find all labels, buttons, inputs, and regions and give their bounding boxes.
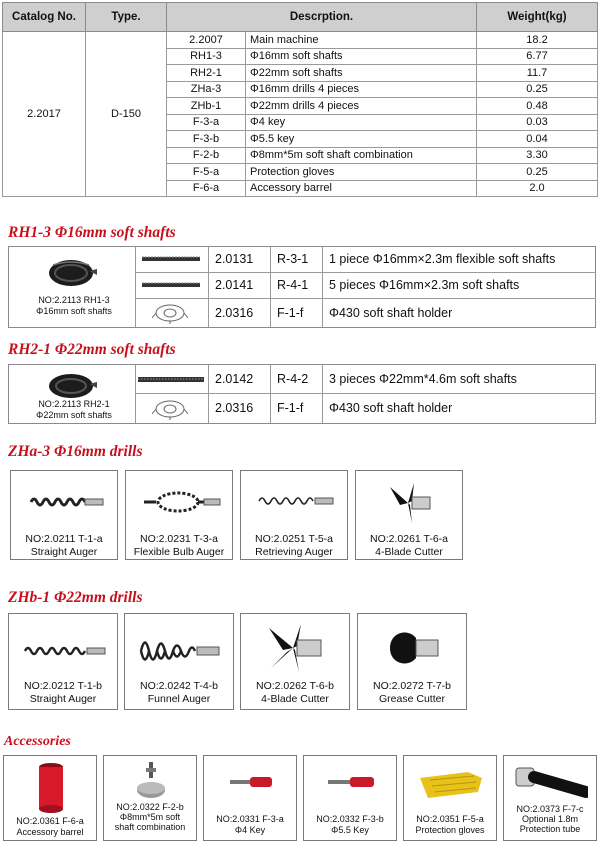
rh1-note (13, 295, 135, 317)
rh2-desc: 3 pieces Φ22mm*4.6m soft shafts (322, 365, 596, 393)
zhb-section-title: ZHb-1 Φ22mm drills (8, 589, 143, 606)
zha-card-3 (240, 470, 348, 560)
desc-cell: Protection gloves (246, 164, 477, 181)
coiled-shaft-image (45, 370, 101, 400)
weight-cell: 11.7 (477, 65, 598, 82)
accessory-card-1-line1: NO:2.0361 F-6-a (16, 816, 84, 826)
desc-cell: Φ22mm drills 4 pieces (246, 98, 477, 115)
code-cell: ZHb-1 (167, 98, 246, 115)
straight-auger-image (23, 644, 107, 658)
zha-section-title: ZHa-3 Φ16mm drills (8, 443, 143, 460)
shaft-holder-image (152, 398, 188, 420)
four-blade-cutter-image (267, 622, 327, 674)
rh1-no: 2.0141 (208, 273, 270, 298)
rh2-no: 2.0142 (208, 365, 270, 393)
straight-auger-image (29, 495, 105, 509)
zhb-card-1-line2: Straight Auger (29, 693, 97, 705)
accessory-card-2-line3: shaft combination (114, 822, 186, 832)
table-row (136, 247, 596, 273)
accessory-card-1 (3, 755, 97, 841)
accessory-barrel-image (37, 762, 65, 814)
four-blade-cutter-image (386, 481, 436, 525)
zha-card-1-line1: NO:2.0211 T-1-a (25, 533, 103, 545)
zha-card-4-line1: NO:2.0261 T-6-a (369, 533, 449, 545)
table-row (136, 365, 596, 394)
zhb-card-1 (8, 613, 118, 710)
header-description: Descrption. (167, 3, 477, 32)
rh1-no: 2.0131 (208, 247, 270, 272)
key-screwdriver-image (230, 776, 274, 788)
key-screwdriver-image (328, 776, 376, 788)
header-weight: Weight(kg) (477, 3, 598, 32)
accessory-card-5-line2: Protection gloves (415, 825, 485, 835)
zha-card-3-line2: Retrieving Auger (255, 546, 333, 558)
grease-cutter-image (386, 626, 444, 670)
accessory-card-4 (303, 755, 397, 841)
rh2-code: R-4-2 (270, 365, 322, 393)
accessory-card-3-line2: Φ4 Key (234, 825, 266, 835)
desc-cell: Φ16mm drills 4 pieces (246, 81, 477, 98)
protection-tube-image (514, 762, 588, 800)
accessory-card-5 (403, 755, 497, 841)
accessory-card-4-line2: Φ5.5 Key (331, 825, 369, 835)
desc-cell: Φ16mm soft shafts (246, 48, 477, 65)
flexible-bulb-auger-image (142, 491, 222, 513)
catalog-table (2, 2, 598, 197)
header-catalog-no: Catalog No. (3, 3, 86, 32)
rh1-code: R-4-1 (270, 273, 322, 298)
soft-shaft-image (138, 376, 204, 384)
accessory-card-2 (103, 755, 197, 841)
zha-card-4-line2: 4-Blade Cutter (375, 546, 443, 558)
code-cell: 2.2007 (167, 32, 246, 49)
zhb-card-3-line1: NO:2.0262 T-6-b (255, 680, 335, 692)
zha-card-2-line1: NO:2.0231 T-3-a (139, 533, 219, 545)
rh1-no: 2.0316 (208, 299, 270, 327)
weight-cell: 0.04 (477, 131, 598, 148)
weight-cell: 18.2 (477, 32, 598, 49)
soft-shaft-combination-image (134, 760, 168, 800)
rh1-code: F-1-f (270, 299, 322, 327)
zhb-card-2-line2: Funnel Auger (147, 693, 211, 705)
zha-card-3-line1: NO:2.0251 T-5-a (254, 533, 334, 545)
table-row (3, 32, 598, 49)
desc-cell: Accessory barrel (246, 180, 477, 197)
rh1-rows (135, 247, 596, 327)
protection-gloves-image (418, 768, 484, 800)
code-cell: F-5-a (167, 164, 246, 181)
accessories-section-title: Accessories (4, 734, 71, 749)
rh2-shaft-panel (8, 364, 596, 424)
weight-cell: 6.77 (477, 48, 598, 65)
rh2-desc: Φ430 soft shaft holder (322, 394, 596, 423)
zha-card-2-line2: Flexible Bulb Auger (133, 546, 225, 558)
coiled-shaft-image (45, 253, 101, 289)
weight-cell: 0.25 (477, 164, 598, 181)
weight-cell: 3.30 (477, 147, 598, 164)
zhb-card-4-line2: Grease Cutter (379, 693, 445, 705)
accessory-card-3-line1: NO:2.0331 F-3-a (216, 814, 284, 824)
zha-card-4 (355, 470, 463, 560)
code-cell: F-3-b (167, 131, 246, 148)
code-cell: ZHa-3 (167, 81, 246, 98)
rh1-desc: 1 piece Φ16mm×2.3m flexible soft shafts (322, 247, 596, 272)
rh1-desc: 5 pieces Φ16mm×2.3m soft shafts (322, 273, 596, 298)
zha-card-1-line2: Straight Auger (30, 546, 98, 558)
weight-cell: 0.48 (477, 98, 598, 115)
desc-cell: Φ22mm soft shafts (246, 65, 477, 82)
desc-cell: Main machine (246, 32, 477, 49)
zhb-card-4 (357, 613, 467, 710)
accessory-card-4-line1: NO:2.0332 F-3-b (316, 814, 384, 824)
zhb-card-4-line1: NO:2.0272 T-7-b (372, 680, 452, 692)
catalog-body (3, 32, 598, 197)
rh2-section-title: RH2-1 Φ22mm soft shafts (8, 341, 176, 358)
weight-cell: 0.25 (477, 81, 598, 98)
accessory-card-1-line2: Accessory barrel (16, 827, 84, 837)
accessory-card-6-line3: Protection tube (519, 824, 581, 834)
zha-card-1 (10, 470, 118, 560)
accessory-card-6-line2: Optional 1.8m (521, 814, 579, 824)
code-cell: F-6-a (167, 180, 246, 197)
table-row (136, 394, 596, 423)
accessory-card-2-line1: NO:2.0322 F-2-b (116, 802, 184, 812)
accessory-card-5-line1: NO:2.0351 F-5-a (416, 814, 484, 824)
accessory-card-3 (203, 755, 297, 841)
code-cell: F-2-b (167, 147, 246, 164)
code-cell: F-3-a (167, 114, 246, 131)
rh1-shaft-panel (8, 246, 596, 328)
desc-cell: Φ4 key (246, 114, 477, 131)
code-cell: RH1-3 (167, 48, 246, 65)
zhb-card-2-line1: NO:2.0242 T-4-b (139, 680, 219, 692)
code-cell: RH2-1 (167, 65, 246, 82)
desc-cell: Φ5.5 key (246, 131, 477, 148)
rh2-code: F-1-f (270, 394, 322, 423)
header-type: Type. (86, 3, 167, 32)
rh1-section-title: RH1-3 Φ16mm soft shafts (8, 224, 176, 241)
rh1-note-line2: Φ16mm soft shafts (36, 306, 112, 316)
catalog-header-row (3, 3, 598, 32)
catalog-no-cell: 2.2017 (3, 32, 86, 197)
type-cell: D-150 (86, 32, 167, 197)
rh2-no: 2.0316 (208, 394, 270, 423)
rh2-note-line1: NO:2.2113 RH2-1 (38, 399, 110, 409)
funnel-auger-image (137, 632, 225, 670)
soft-shaft-image (142, 255, 200, 263)
rh1-note-line1: NO:2.2113 RH1-3 (38, 295, 110, 305)
zhb-card-2 (124, 613, 234, 710)
accessory-card-6-line1: NO:2.0373 F-7-c (516, 804, 584, 814)
shaft-holder-image (152, 302, 188, 324)
accessory-card-6 (503, 755, 597, 841)
soft-shaft-image (142, 281, 200, 289)
rh2-note-line2: Φ22mm soft shafts (36, 410, 112, 420)
rh1-desc: Φ430 soft shaft holder (322, 299, 596, 327)
weight-cell: 2.0 (477, 180, 598, 197)
rh2-rows (135, 365, 596, 423)
zhb-card-3 (240, 613, 350, 710)
desc-cell: Φ8mm*5m soft shaft combination (246, 147, 477, 164)
accessory-card-2-line2: Φ8mm*5m soft (119, 812, 181, 822)
zhb-card-3-line2: 4-Blade Cutter (261, 693, 329, 705)
zhb-card-1-line1: NO:2.0212 T-1-b (23, 680, 103, 692)
weight-cell: 0.03 (477, 114, 598, 131)
zha-card-2 (125, 470, 233, 560)
table-row (136, 273, 596, 299)
rh2-note (13, 399, 135, 421)
retrieving-auger-image (257, 493, 337, 509)
table-row (136, 299, 596, 327)
rh1-code: R-3-1 (270, 247, 322, 272)
